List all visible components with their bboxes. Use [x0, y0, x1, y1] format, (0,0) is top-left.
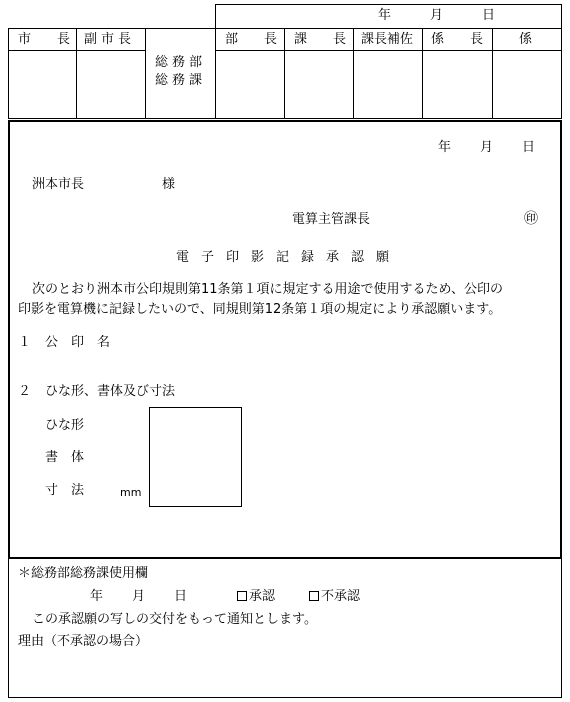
item2-label: ひな形、書体及び寸法: [45, 384, 176, 399]
disapprove-checkbox[interactable]: [309, 591, 319, 601]
form-date: 年 月 日: [438, 140, 537, 155]
mm-unit: mm: [120, 486, 142, 499]
col-kakari: 係: [519, 32, 533, 47]
reason-label: 理由（不承認の場合）: [18, 634, 149, 649]
notice-text: この承認願の写しの交付をもって通知とします。: [32, 612, 317, 627]
approve-label: 承認: [249, 589, 276, 604]
sunpou-label: 寸 法: [45, 483, 85, 498]
col-kachouhosa: 課長補佐: [361, 32, 414, 47]
office-use-title: ＊総務部総務課使用欄: [18, 566, 149, 581]
item2-number: ２: [18, 384, 32, 399]
applicant: 電算主管課長: [292, 212, 371, 227]
form-title: 電子印影記録承認願: [176, 250, 402, 265]
disapprove-label: 不承認: [321, 589, 361, 604]
approve-option[interactable]: [237, 589, 275, 605]
item1-label: 公 印 名: [45, 335, 111, 350]
col-soumuka: 総務課: [155, 73, 207, 88]
addressee-honorific: 様: [162, 177, 176, 192]
item1-number: １: [18, 335, 32, 350]
col-buchou: 部 長: [225, 32, 278, 47]
body-line-1: 次のとおり洲本市公印規則第11条第１項に規定する用途で使用するため、公印の: [32, 282, 504, 297]
seal-mark: ㊞: [524, 211, 538, 227]
col-fukushichou: 副市長: [84, 32, 136, 47]
body-line-2: 印影を電算機に記録したいので、同規則第12条第１項の規定により承認願います。: [18, 302, 502, 317]
disapprove-option[interactable]: [309, 589, 360, 605]
shotai-label: 書 体: [45, 450, 85, 465]
addressee: 洲本市長: [32, 177, 85, 192]
col-soumubu: 総務部: [155, 55, 207, 70]
seal-sample-box: [149, 407, 242, 507]
footer-date: 年 月 日: [90, 589, 189, 604]
col-kachou: 課 長: [294, 32, 347, 47]
approve-checkbox[interactable]: [237, 591, 247, 601]
hinagata-label: ひな形: [45, 418, 85, 433]
col-shichou: 市 長: [18, 32, 71, 47]
header-date: 年 月 日: [378, 8, 496, 23]
col-kakarichou: 係 長: [431, 32, 484, 47]
